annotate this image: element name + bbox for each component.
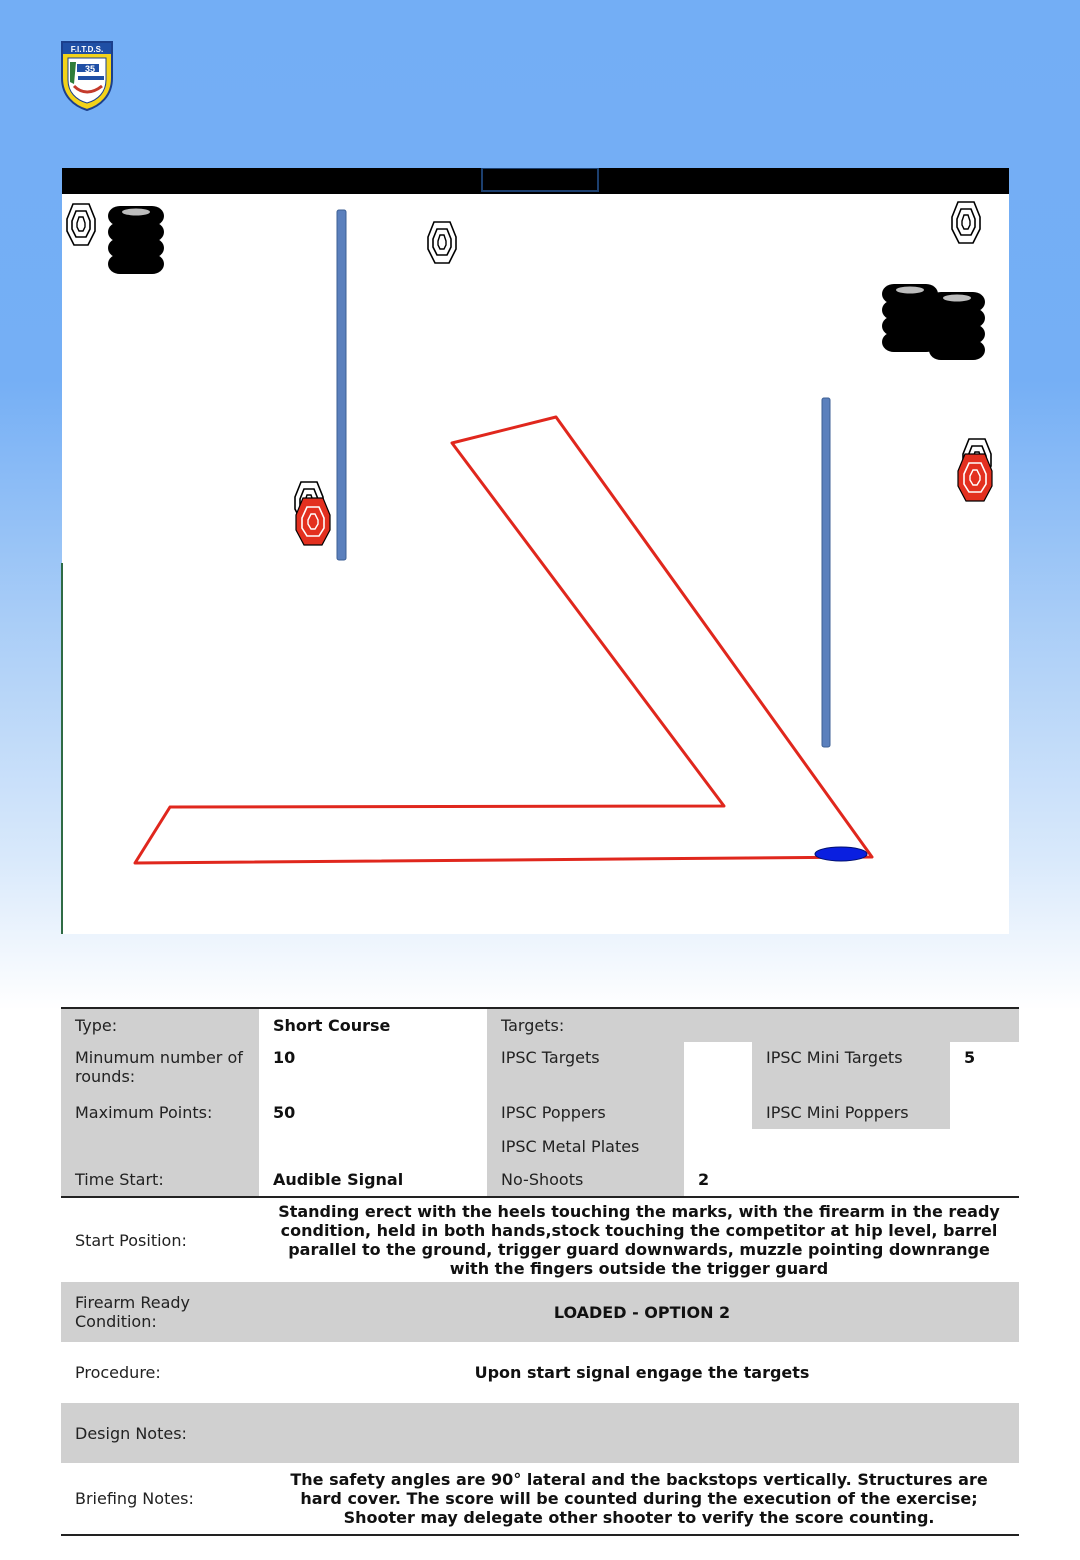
ipsc-targets-label: IPSC Targets xyxy=(487,1042,684,1095)
start-position-label: Start Position: xyxy=(75,1230,187,1250)
design-notes-value xyxy=(259,1403,1019,1463)
tire-stack-right-front xyxy=(882,284,938,352)
stage-diagram-svg xyxy=(62,168,1009,934)
wall-right xyxy=(822,398,830,747)
stage-diagram xyxy=(62,168,1009,934)
wall-left xyxy=(337,210,346,560)
fitds-shield-logo-icon xyxy=(60,40,114,112)
ipsc-mini-targets-value: 5 xyxy=(964,1048,976,1067)
start-position-value: Standing erect with the heels touching the marks, with the firearm in the ready condition, held in both hands,stock touching the competitor at hip level, barrel parallel to the ground, trigger guard downwards, muzzle pointing downrange with the fingers outside the trigger guard xyxy=(278,1202,1000,1278)
briefing-notes-label: Briefing Notes: xyxy=(75,1489,194,1508)
max-points-label: Maximum Points: xyxy=(61,1095,259,1129)
targets-label: Targets: xyxy=(487,1008,1019,1042)
ipsc-poppers-value xyxy=(684,1095,752,1129)
ipsc-mini-targets-label: IPSC Mini Targets xyxy=(752,1042,950,1095)
ipsc-target xyxy=(428,222,456,263)
ipsc-poppers-label: IPSC Poppers xyxy=(487,1095,684,1129)
logo-text: F.I.T.D.S. xyxy=(70,45,104,54)
ipsc-targets-value xyxy=(684,1042,752,1095)
tire-stack-left xyxy=(108,206,164,274)
type-value: Short Course xyxy=(273,1016,391,1035)
no-shoots-value: 2 xyxy=(698,1170,710,1189)
procedure-label: Procedure: xyxy=(75,1363,161,1382)
time-start-value: Audible Signal xyxy=(273,1170,404,1189)
type-label: Type: xyxy=(61,1008,259,1042)
procedure-value: Upon start signal engage the targets xyxy=(474,1363,810,1382)
fitds-logo xyxy=(60,40,114,112)
max-points-value: 50 xyxy=(273,1102,296,1122)
firearm-ready-value: LOADED - OPTION 2 xyxy=(259,1282,1019,1342)
diagram-edge xyxy=(61,563,63,934)
no-shoot-target xyxy=(296,498,330,545)
ipsc-target xyxy=(67,204,95,245)
design-notes-label: Design Notes: xyxy=(61,1403,259,1463)
ipsc-target xyxy=(952,202,980,243)
min-rounds-label: Minumum number of rounds: xyxy=(61,1042,259,1095)
range-title-box xyxy=(482,168,598,191)
min-rounds-value: 10 xyxy=(273,1048,296,1067)
start-position-marker xyxy=(815,847,867,861)
svg-text:35: 35 xyxy=(84,64,96,74)
ipsc-mini-poppers-value xyxy=(950,1095,1019,1129)
no-shoots-label: No-Shoots xyxy=(487,1163,684,1197)
ipsc-metal-plates-label: IPSC Metal Plates xyxy=(487,1129,684,1163)
ipsc-mini-poppers-label: IPSC Mini Poppers xyxy=(752,1095,950,1129)
briefing-notes-value: The safety angles are 90° lateral and the backstops vertically. Structures are hard cover. The score will be counted during the execution of the exercise; Shooter may delegate other shooter to verify the score counting. xyxy=(290,1470,988,1527)
time-start-label: Time Start: xyxy=(61,1163,259,1197)
stage-info-table xyxy=(61,1007,1019,1536)
no-shoot-target xyxy=(958,454,992,501)
shooting-area-fault-line xyxy=(135,417,872,863)
firearm-ready-label: Firearm Ready Condition: xyxy=(61,1282,259,1342)
